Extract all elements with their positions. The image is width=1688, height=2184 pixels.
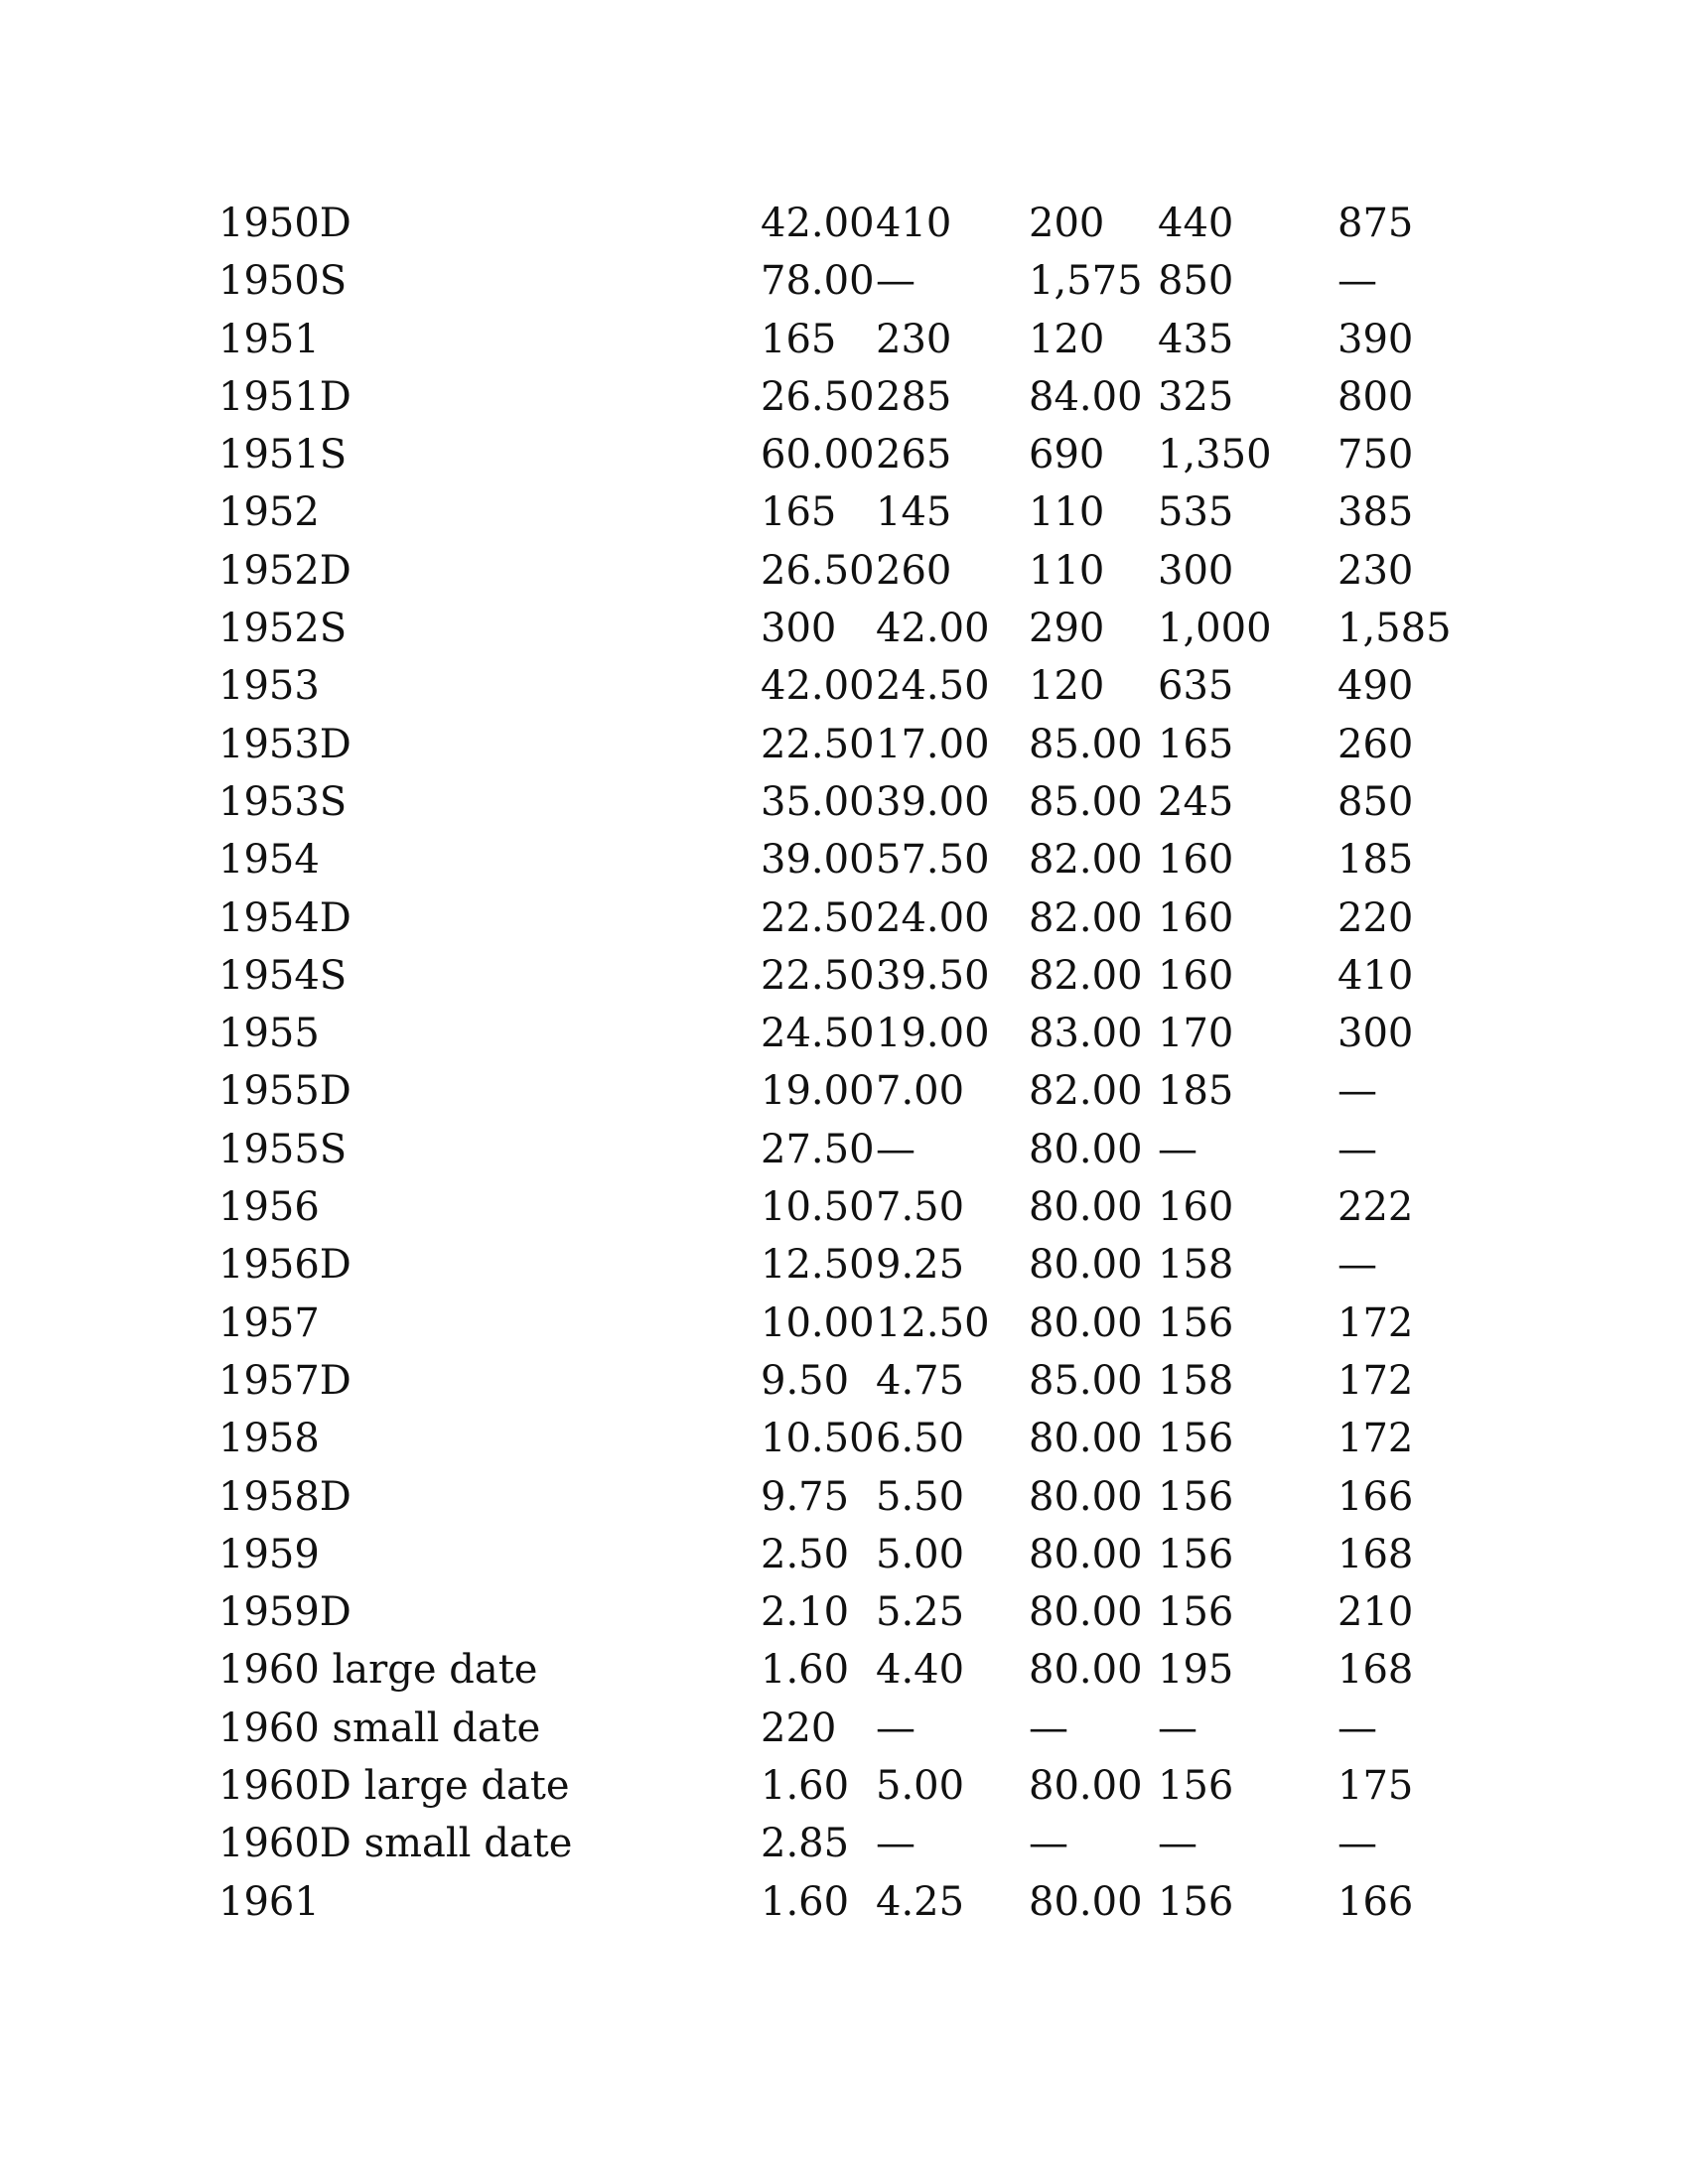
date-mint-label: 1954S: [218, 952, 348, 999]
price-cell-col1: 9.50: [761, 1357, 850, 1404]
price-cell-col5: 168: [1337, 1531, 1414, 1577]
price-cell-col4: 156: [1158, 1878, 1234, 1925]
price-cell-col2: 260: [876, 547, 952, 594]
price-cell-col5: 166: [1337, 1878, 1414, 1925]
price-cell-col4: 635: [1158, 663, 1234, 710]
price-cell-col1: 78.00: [761, 258, 875, 305]
price-cell-col2: 7.50: [876, 1184, 965, 1231]
date-mint-label: 1957D: [218, 1357, 352, 1404]
price-cell-col3: 82.00: [1029, 894, 1143, 941]
table-row: [0, 368, 1688, 426]
table-row: [0, 1815, 1688, 1872]
price-cell-col3: 80.00: [1029, 1299, 1143, 1346]
table-row: [0, 1295, 1688, 1352]
price-cell-col2: —: [876, 1126, 915, 1172]
table-row: [0, 716, 1688, 773]
price-cell-col1: 2.50: [761, 1531, 850, 1577]
price-cell-col4: 165: [1158, 721, 1234, 767]
table-row: [0, 1410, 1688, 1467]
price-cell-col3: 80.00: [1029, 1531, 1143, 1577]
price-cell-col2: 9.25: [876, 1242, 965, 1289]
date-mint-label: 1955D: [218, 1068, 352, 1115]
price-cell-col3: 80.00: [1029, 1473, 1143, 1520]
table-row: [0, 657, 1688, 715]
price-cell-col4: —: [1158, 1126, 1197, 1172]
price-cell-col1: 1.60: [761, 1647, 850, 1694]
price-cell-col5: 390: [1337, 316, 1414, 362]
price-cell-col5: 230: [1337, 547, 1414, 594]
price-cell-col5: 210: [1337, 1589, 1414, 1636]
price-cell-col5: 168: [1337, 1647, 1414, 1694]
price-cell-col4: 156: [1158, 1473, 1234, 1520]
date-mint-label: 1961: [218, 1878, 320, 1925]
price-cell-col1: 2.10: [761, 1589, 850, 1636]
price-cell-col4: 156: [1158, 1416, 1234, 1462]
table-row: [0, 1757, 1688, 1815]
price-cell-col3: 110: [1029, 547, 1105, 594]
table-row: [0, 1121, 1688, 1178]
price-cell-col3: 85.00: [1029, 721, 1143, 767]
table-row: [0, 542, 1688, 600]
price-cell-col5: 410: [1337, 952, 1414, 999]
price-cell-col2: 4.40: [876, 1647, 965, 1694]
price-cell-col5: 750: [1337, 432, 1414, 478]
table-row: [0, 1236, 1688, 1294]
date-mint-label: 1959: [218, 1531, 320, 1577]
price-cell-col1: 220: [761, 1705, 837, 1751]
price-cell-col1: 22.50: [761, 721, 875, 767]
table-row: [0, 773, 1688, 831]
price-cell-col1: 26.50: [761, 547, 875, 594]
date-mint-label: 1958: [218, 1416, 320, 1462]
date-mint-label: 1953S: [218, 778, 348, 825]
price-cell-col5: —: [1337, 258, 1377, 305]
table-row: [0, 1641, 1688, 1699]
table-row: [0, 1178, 1688, 1236]
price-cell-col4: 156: [1158, 1299, 1234, 1346]
price-table: [0, 195, 1688, 1931]
price-cell-col4: 300: [1158, 547, 1234, 594]
price-cell-col4: 170: [1158, 1011, 1234, 1057]
price-cell-col4: —: [1158, 1821, 1197, 1867]
price-cell-col4: 435: [1158, 316, 1234, 362]
price-cell-col3: 120: [1029, 316, 1105, 362]
price-cell-col1: 39.00: [761, 837, 875, 884]
price-cell-col4: 850: [1158, 258, 1234, 305]
date-mint-label: 1956: [218, 1184, 320, 1231]
price-cell-col4: 185: [1158, 1068, 1234, 1115]
price-cell-col4: 245: [1158, 778, 1234, 825]
price-cell-col5: 875: [1337, 201, 1414, 246]
price-cell-col5: 300: [1337, 1011, 1414, 1057]
price-cell-col5: —: [1337, 1821, 1377, 1867]
date-mint-label: 1955S: [218, 1126, 348, 1172]
price-cell-col1: 9.75: [761, 1473, 850, 1520]
price-cell-col1: 22.50: [761, 952, 875, 999]
table-row: [0, 1873, 1688, 1931]
date-mint-label: 1950S: [218, 258, 348, 305]
price-cell-col2: 145: [876, 489, 952, 536]
price-cell-col5: 185: [1337, 837, 1414, 884]
price-cell-col4: 156: [1158, 1589, 1234, 1636]
table-row: [0, 600, 1688, 657]
price-cell-col1: 300: [761, 606, 837, 652]
date-mint-label: 1960D large date: [218, 1763, 570, 1810]
price-cell-col3: 80.00: [1029, 1647, 1143, 1694]
price-cell-col2: 265: [876, 432, 952, 478]
date-mint-label: 1954: [218, 837, 320, 884]
price-cell-col1: 10.50: [761, 1416, 875, 1462]
price-cell-col5: 172: [1337, 1416, 1414, 1462]
table-row: [0, 1468, 1688, 1526]
price-cell-col1: 2.85: [761, 1821, 850, 1867]
price-cell-col1: 1.60: [761, 1763, 850, 1810]
price-cell-col3: 80.00: [1029, 1763, 1143, 1810]
price-cell-col3: 82.00: [1029, 952, 1143, 999]
price-cell-col2: 39.50: [876, 952, 990, 999]
price-cell-col4: 1,350: [1158, 432, 1272, 478]
price-cell-col2: 24.50: [876, 663, 990, 710]
price-cell-col2: 410: [876, 201, 952, 246]
date-mint-label: 1952S: [218, 606, 348, 652]
price-cell-col3: 80.00: [1029, 1878, 1143, 1925]
table-row: [0, 252, 1688, 310]
price-cell-col5: 175: [1337, 1763, 1414, 1810]
date-mint-label: 1956D: [218, 1242, 352, 1289]
price-cell-col4: 156: [1158, 1763, 1234, 1810]
date-mint-label: 1960D small date: [218, 1821, 573, 1867]
price-cell-col2: 12.50: [876, 1299, 990, 1346]
price-cell-col1: 165: [761, 489, 837, 536]
price-cell-col5: 172: [1337, 1357, 1414, 1404]
price-cell-col4: 440: [1158, 201, 1234, 246]
price-cell-col5: —: [1337, 1242, 1377, 1289]
date-mint-label: 1950D: [218, 201, 352, 246]
price-cell-col2: 285: [876, 373, 952, 420]
price-cell-col3: —: [1029, 1705, 1068, 1751]
price-cell-col3: 110: [1029, 489, 1105, 536]
price-cell-col1: 22.50: [761, 894, 875, 941]
price-cell-col2: —: [876, 1821, 915, 1867]
price-cell-col1: 35.00: [761, 778, 875, 825]
price-cell-col2: 42.00: [876, 606, 990, 652]
price-cell-col4: 158: [1158, 1357, 1234, 1404]
price-cell-col5: 490: [1337, 663, 1414, 710]
price-cell-col3: 80.00: [1029, 1416, 1143, 1462]
date-mint-label: 1952: [218, 489, 320, 536]
price-cell-col3: 80.00: [1029, 1242, 1143, 1289]
date-mint-label: 1955: [218, 1011, 320, 1057]
price-cell-col3: 85.00: [1029, 1357, 1143, 1404]
price-cell-col2: —: [876, 258, 915, 305]
date-mint-label: 1952D: [218, 547, 352, 594]
price-cell-col5: 850: [1337, 778, 1414, 825]
price-cell-col4: 160: [1158, 837, 1234, 884]
table-row: [0, 831, 1688, 888]
table-row: [0, 1005, 1688, 1062]
price-cell-col3: 80.00: [1029, 1589, 1143, 1636]
table-row: [0, 947, 1688, 1005]
price-cell-col5: 385: [1337, 489, 1414, 536]
price-cell-col1: 42.00: [761, 663, 875, 710]
date-mint-label: 1951D: [218, 373, 352, 420]
date-mint-label: 1951: [218, 316, 320, 362]
date-mint-label: 1960 small date: [218, 1705, 541, 1751]
price-cell-col1: 19.00: [761, 1068, 875, 1115]
date-mint-label: 1958D: [218, 1473, 352, 1520]
price-cell-col2: 17.00: [876, 721, 990, 767]
price-cell-col3: 290: [1029, 606, 1105, 652]
price-cell-col5: 220: [1337, 894, 1414, 941]
price-cell-col5: 260: [1337, 721, 1414, 767]
price-cell-col2: 4.75: [876, 1357, 965, 1404]
price-cell-col4: 1,000: [1158, 606, 1272, 652]
price-cell-col2: 5.25: [876, 1589, 965, 1636]
price-cell-col5: 222: [1337, 1184, 1414, 1231]
price-cell-col1: 24.50: [761, 1011, 875, 1057]
date-mint-label: 1959D: [218, 1589, 352, 1636]
price-cell-col1: 1.60: [761, 1878, 850, 1925]
table-row: [0, 311, 1688, 368]
price-cell-col2: —: [876, 1705, 915, 1751]
price-cell-col2: 5.50: [876, 1473, 965, 1520]
price-cell-col5: 1,585: [1337, 606, 1452, 652]
price-cell-col1: 10.00: [761, 1299, 875, 1346]
price-cell-col3: 85.00: [1029, 778, 1143, 825]
price-cell-col4: 195: [1158, 1647, 1234, 1694]
price-cell-col3: 80.00: [1029, 1184, 1143, 1231]
price-cell-col1: 27.50: [761, 1126, 875, 1172]
price-cell-col3: 80.00: [1029, 1126, 1143, 1172]
price-cell-col3: 82.00: [1029, 837, 1143, 884]
table-row: [0, 1583, 1688, 1641]
price-cell-col2: 230: [876, 316, 952, 362]
price-cell-col2: 19.00: [876, 1011, 990, 1057]
price-cell-col3: —: [1029, 1821, 1068, 1867]
price-cell-col4: 325: [1158, 373, 1234, 420]
price-cell-col4: 160: [1158, 894, 1234, 941]
table-row: [0, 1352, 1688, 1410]
price-cell-col3: 200: [1029, 201, 1105, 246]
price-cell-col2: 5.00: [876, 1763, 965, 1810]
price-cell-col1: 12.50: [761, 1242, 875, 1289]
price-cell-col4: —: [1158, 1705, 1197, 1751]
price-cell-col2: 6.50: [876, 1416, 965, 1462]
price-cell-col2: 7.00: [876, 1068, 965, 1115]
table-row: [0, 1700, 1688, 1757]
price-cell-col2: 5.00: [876, 1531, 965, 1577]
table-row: [0, 1062, 1688, 1120]
date-mint-label: 1954D: [218, 894, 352, 941]
price-cell-col1: 26.50: [761, 373, 875, 420]
price-cell-col5: 172: [1337, 1299, 1414, 1346]
price-cell-col1: 42.00: [761, 201, 875, 246]
table-row: [0, 195, 1688, 252]
date-mint-label: 1960 large date: [218, 1647, 538, 1694]
price-cell-col3: 690: [1029, 432, 1105, 478]
price-cell-col2: 57.50: [876, 837, 990, 884]
price-cell-col2: 39.00: [876, 778, 990, 825]
price-cell-col4: 160: [1158, 952, 1234, 999]
price-cell-col3: 120: [1029, 663, 1105, 710]
table-row: [0, 1526, 1688, 1583]
price-cell-col4: 160: [1158, 1184, 1234, 1231]
price-cell-col2: 24.00: [876, 894, 990, 941]
table-row: [0, 426, 1688, 483]
price-cell-col3: 82.00: [1029, 1068, 1143, 1115]
price-cell-col4: 158: [1158, 1242, 1234, 1289]
price-cell-col3: 1,575: [1029, 258, 1143, 305]
price-cell-col3: 84.00: [1029, 373, 1143, 420]
date-mint-label: 1953D: [218, 721, 352, 767]
table-row: [0, 889, 1688, 947]
price-cell-col1: 10.50: [761, 1184, 875, 1231]
date-mint-label: 1951S: [218, 432, 348, 478]
price-cell-col4: 535: [1158, 489, 1234, 536]
price-cell-col3: 83.00: [1029, 1011, 1143, 1057]
date-mint-label: 1957: [218, 1299, 320, 1346]
price-cell-col5: —: [1337, 1705, 1377, 1751]
table-row: [0, 483, 1688, 541]
price-cell-col5: 800: [1337, 373, 1414, 420]
price-cell-col1: 165: [761, 316, 837, 362]
price-cell-col4: 156: [1158, 1531, 1234, 1577]
price-cell-col5: 166: [1337, 1473, 1414, 1520]
price-cell-col2: 4.25: [876, 1878, 965, 1925]
date-mint-label: 1953: [218, 663, 320, 710]
price-cell-col5: —: [1337, 1068, 1377, 1115]
price-cell-col1: 60.00: [761, 432, 875, 478]
price-cell-col5: —: [1337, 1126, 1377, 1172]
